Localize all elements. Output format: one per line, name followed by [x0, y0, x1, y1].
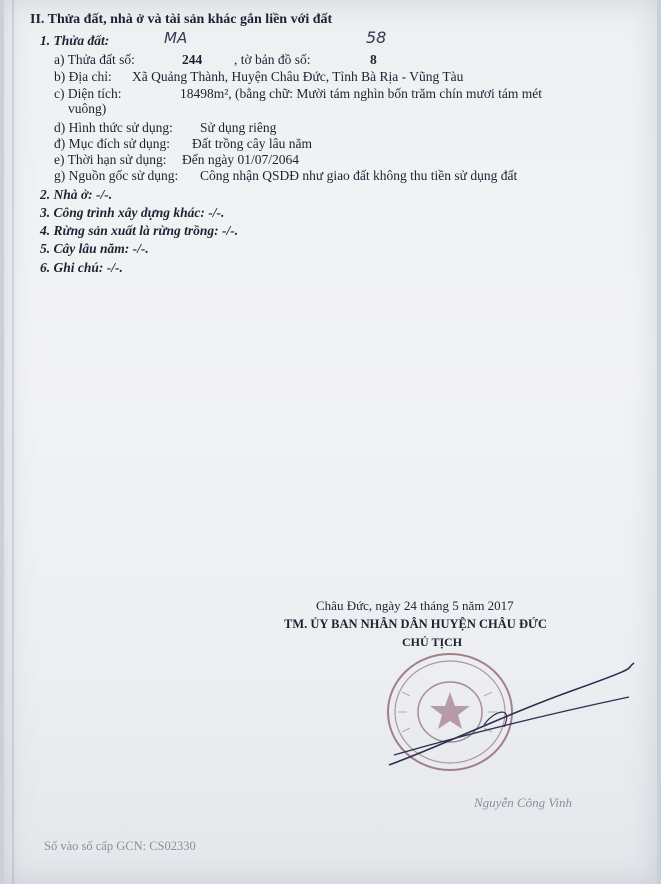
item5-perennial-trees: 5. Cây lâu năm: -/-. [40, 241, 149, 256]
item4-production-forest: 4. Rừng sản xuất là rừng trồng: -/-. [40, 223, 239, 238]
parcel-number-value: 244 [182, 52, 203, 67]
usage-form-label: d) Hình thức sử dụng: [54, 120, 173, 135]
section-title: II. Thửa đất, nhà ở và tài sản khác gắn liền với đất [30, 12, 333, 27]
usage-purpose-value: Đất trồng cây lâu năm [192, 136, 312, 151]
usage-term-label: e) Thời hạn sử dụng: [54, 152, 167, 167]
item2-house: 2. Nhà ở: -/-. [40, 187, 113, 202]
address-label: b) Địa chỉ: [54, 69, 112, 84]
issue-date: Châu Đức, ngày 24 tháng 5 năm 2017 [316, 598, 514, 613]
item6-notes: 6. Ghi chú: -/-. [40, 260, 123, 275]
signer-title: CHỦ TỊCH [402, 635, 463, 649]
area-value: 18498m², (bằng chữ: Mười tám nghìn bốn trăm chín mươi tám mét [180, 86, 542, 101]
signer-name: Nguyễn Công Vinh [474, 795, 572, 810]
item3-other-construction: 3. Công trình xây dựng khác: -/-. [40, 205, 225, 220]
page-fold [12, 0, 15, 884]
usage-purpose-label: đ) Mục đích sử dụng: [54, 136, 171, 151]
handwritten-mark: MA [164, 29, 188, 47]
certificate-page [4, 0, 657, 884]
registry-number: Số vào sổ cấp GCN: CS02330 [44, 839, 196, 853]
address-value: Xã Quảng Thành, Huyện Châu Đức, Tỉnh Bà Rịa - Vũng Tàu [132, 69, 464, 84]
area-label: c) Diện tích: [54, 86, 122, 101]
item1-label: 1. Thửa đất: [40, 33, 110, 48]
usage-form-value: Sử dụng riêng [200, 120, 277, 135]
map-sheet-value: 8 [370, 52, 377, 67]
signature-stroke [384, 655, 639, 775]
issuing-authority: TM. ỦY BAN NHÂN DÂN HUYỆN CHÂU ĐỨC [284, 617, 547, 631]
map-sheet-label: , tờ bản đồ số: [234, 52, 311, 67]
handwritten-number: 58 [366, 28, 387, 47]
area-value-cont: vuông) [68, 101, 107, 116]
parcel-number-label: a) Thửa đất số: [54, 52, 135, 67]
usage-term-value: Đến ngày 01/07/2064 [182, 152, 299, 167]
usage-origin-value: Công nhận QSDĐ như giao đất không thu tiền sử dụng đất [200, 168, 518, 183]
usage-origin-label: g) Nguồn gốc sử dụng: [54, 168, 179, 183]
